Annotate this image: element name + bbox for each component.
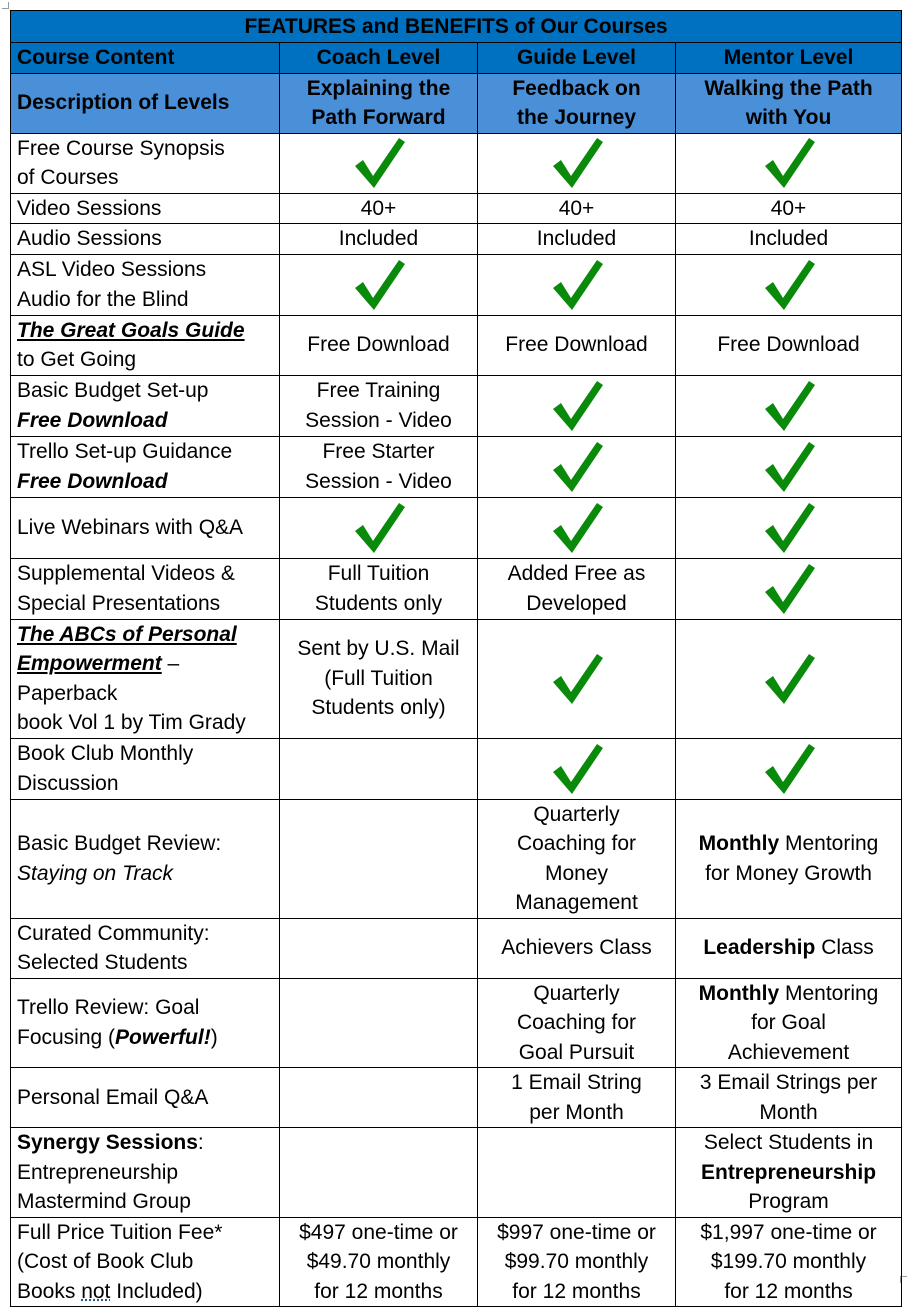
- mentor-cell: [676, 738, 902, 799]
- guide-cell: Added Free as Developed: [478, 558, 676, 619]
- coach-cell: [280, 978, 478, 1068]
- row-label: Live Webinars with Q&A: [11, 497, 280, 558]
- row-label: The ABCs of Personal Empowerment – Paperback book Vol 1 by Tim Grady: [11, 619, 280, 738]
- coach-cell: [280, 918, 478, 978]
- table-row: [11, 224, 902, 255]
- check-icon: [351, 256, 407, 314]
- coach-cell: [280, 1128, 478, 1218]
- coach-cell: Full Tuition Students only: [280, 558, 478, 619]
- coach-cell: [280, 497, 478, 558]
- row-label: Trello Review: Goal Focusing (Powerful!): [11, 978, 280, 1068]
- guide-cell: [478, 497, 676, 558]
- header-mentor-level: Mentor Level: [676, 43, 902, 74]
- check-icon: [761, 740, 817, 798]
- corner-mark: [2, 2, 9, 9]
- coach-cell: [280, 799, 478, 918]
- row-label: Basic Budget Review: Staying on Track: [11, 799, 280, 918]
- check-icon: [549, 740, 605, 798]
- row-label: Supplemental Videos & Special Presentations: [11, 558, 280, 619]
- check-icon: [761, 256, 817, 314]
- check-icon: [351, 134, 407, 192]
- mentor-cell: Free Download: [676, 315, 902, 375]
- guide-cell: 40+: [478, 193, 676, 224]
- row-label: ASL Video Sessions Audio for the Blind: [11, 254, 280, 315]
- mentor-cell: 3 Email Strings per Month: [676, 1068, 902, 1128]
- table-row: [11, 193, 902, 224]
- check-icon: [761, 438, 817, 496]
- mentor-cell: [676, 558, 902, 619]
- guide-cell: $997 one-time or $99.70 monthly for 12 months: [478, 1217, 676, 1307]
- table-row: [11, 1128, 902, 1218]
- table-title: FEATURES and BENEFITS of Our Courses: [11, 11, 902, 43]
- row-label: Personal Email Q&A: [11, 1068, 280, 1128]
- row-label: Full Price Tuition Fee* (Cost of Book Club Books not Included): [11, 1217, 280, 1307]
- mentor-description: Walking the Path with You: [676, 73, 902, 133]
- table-row: [11, 978, 902, 1068]
- guide-cell: 1 Email String per Month: [478, 1068, 676, 1128]
- guide-cell: Included: [478, 224, 676, 255]
- table-row: [11, 254, 902, 315]
- guide-cell: [478, 133, 676, 193]
- guide-cell: [478, 375, 676, 436]
- table-row: [11, 497, 902, 558]
- mentor-cell: Included: [676, 224, 902, 255]
- guide-cell: Free Download: [478, 315, 676, 375]
- table-row: [11, 558, 902, 619]
- table-row: [11, 918, 902, 978]
- mentor-cell: [676, 375, 902, 436]
- mentor-cell: [676, 497, 902, 558]
- header-coach-level: Coach Level: [280, 43, 478, 74]
- check-icon: [351, 499, 407, 557]
- mentor-cell: Monthly Mentoring for Money Growth: [676, 799, 902, 918]
- row-label: Trello Set-up Guidance Free Download: [11, 436, 280, 497]
- coach-cell: [280, 738, 478, 799]
- check-icon: [761, 499, 817, 557]
- guide-cell: [478, 619, 676, 738]
- header-guide-level: Guide Level: [478, 43, 676, 74]
- header-description: Description of Levels: [11, 73, 280, 133]
- check-icon: [549, 438, 605, 496]
- mentor-cell: Monthly Mentoring for Goal Achievement: [676, 978, 902, 1068]
- guide-cell: [478, 436, 676, 497]
- coach-cell: [280, 1068, 478, 1128]
- row-label: Book Club Monthly Discussion: [11, 738, 280, 799]
- mentor-cell: Leadership Class: [676, 918, 902, 978]
- guide-cell: [478, 1128, 676, 1218]
- coach-cell: Free Starter Session - Video: [280, 436, 478, 497]
- table-row: [11, 738, 902, 799]
- guide-cell: [478, 254, 676, 315]
- row-label: The Great Goals Guide to Get Going: [11, 315, 280, 375]
- check-icon: [761, 377, 817, 435]
- coach-cell: Free Download: [280, 315, 478, 375]
- mentor-cell: $1,997 one-time or $199.70 monthly for 12 months: [676, 1217, 902, 1307]
- coach-cell: $497 one-time or $49.70 monthly for 12 months: [280, 1217, 478, 1307]
- check-icon: [761, 650, 817, 708]
- header-course-content: Course Content: [11, 43, 280, 74]
- table-row: [11, 1068, 902, 1128]
- row-label: Audio Sessions: [11, 224, 280, 255]
- check-icon: [761, 134, 817, 192]
- coach-cell: [280, 254, 478, 315]
- guide-description: Feedback on the Journey: [478, 73, 676, 133]
- coach-cell: 40+: [280, 193, 478, 224]
- coach-cell: [280, 133, 478, 193]
- table-row: [11, 375, 902, 436]
- row-label: Curated Community: Selected Students: [11, 918, 280, 978]
- coach-cell: Included: [280, 224, 478, 255]
- check-icon: [761, 560, 817, 618]
- guide-cell: [478, 738, 676, 799]
- check-icon: [549, 499, 605, 557]
- table-row: [11, 315, 902, 375]
- coach-cell: Free Training Session - Video: [280, 375, 478, 436]
- table-row: [11, 1217, 902, 1307]
- table-row: [11, 799, 902, 918]
- check-icon: [549, 650, 605, 708]
- mentor-cell: [676, 436, 902, 497]
- coach-cell: Sent by U.S. Mail (Full Tuition Students only): [280, 619, 478, 738]
- table-row: [11, 619, 902, 738]
- mentor-cell: Select Students in Entrepreneurship Program: [676, 1128, 902, 1218]
- mentor-cell: [676, 254, 902, 315]
- row-label: Video Sessions: [11, 193, 280, 224]
- guide-cell: Quarterly Coaching for Goal Pursuit: [478, 978, 676, 1068]
- features-table: [10, 10, 902, 1307]
- table-row: [11, 133, 902, 193]
- row-label: Basic Budget Set-up Free Download: [11, 375, 280, 436]
- mentor-cell: [676, 133, 902, 193]
- row-label: Synergy Sessions: Entrepreneurship Mastermind Group: [11, 1128, 280, 1218]
- check-icon: [549, 256, 605, 314]
- row-label: Free Course Synopsis of Courses: [11, 133, 280, 193]
- guide-cell: Achievers Class: [478, 918, 676, 978]
- table-row: [11, 436, 902, 497]
- check-icon: [549, 377, 605, 435]
- mentor-cell: 40+: [676, 193, 902, 224]
- coach-description: Explaining the Path Forward: [280, 73, 478, 133]
- mentor-cell: [676, 619, 902, 738]
- check-icon: [549, 134, 605, 192]
- guide-cell: Quarterly Coaching for Money Management: [478, 799, 676, 918]
